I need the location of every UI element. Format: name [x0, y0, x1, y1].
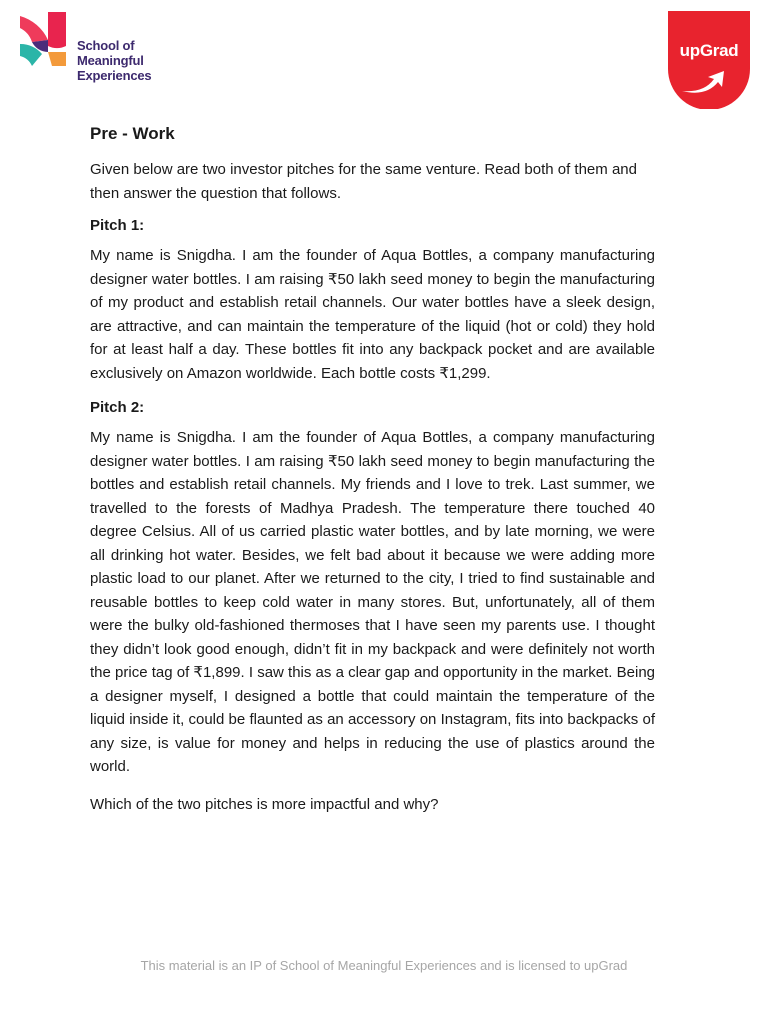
- pitch-2-paragraph: My name is Snigdha. I am the founder of Aqua Bottles, a company manufacturing designer water bottles. I am raising ₹50 lakh seed money to begin manufacturing the bottles and establish retail channels. My friends and I love to trek. Last summer, we travelled to the forests of Madhya Pradesh. The temperature there touched 40 degree Celsius. All of us carried plastic water bottles, and by late morning, we were all drinking hot water. Besides, we felt bad about it because we were adding more plastic load to our planet. After we returned to the city, I tried to find sustainable and reusable bottles to keep cold water in many stores. But, unfortunately, all of them were the bulky old-fashioned thermoses that I have seen my parents use. I thought they didn’t look good enough, didn’t fit in my backpack and were definitely not worth the price tag of ₹1,899. I saw this as a clear gap and opportunity in the market. Being a designer myself, I designed a bottle that could maintain the temperature of the liquid inside it, could be flaunted as an accessory on Instagram, fits into backpacks of any size, is value for money and helps in reducing the use of plastics around the world.: [90, 429, 655, 775]
- sme-logo-line-3: Experiences: [77, 68, 152, 83]
- sme-logo-mark-icon: [18, 12, 70, 68]
- sme-logo-line-1: School of: [77, 38, 135, 53]
- upgrad-logo: [668, 11, 750, 109]
- sme-logo-text: [77, 38, 151, 83]
- pitch-1-paragraph: My name is Snigdha. I am the founder of Aqua Bottles, a company manufacturing designer water bottles. I am raising ₹50 lakh seed money to begin the manufacturing of my product and establish retail channels. Our water bottles have a sleek design, are attractive, and can maintain the temperature of the liquid (hot or cold) they hold for at least half a day. These bottles fit into any backpack pocket and are available exclusively on Amazon worldwide. Each bottle costs ₹1,299.: [90, 247, 655, 382]
- upgrad-logo-text: upGrad: [679, 41, 739, 60]
- footer-license-note: This material is an IP of School of Meaningful Experiences and is licensed to upGrad: [140, 958, 628, 973]
- pitch-1-heading: Pitch 1:: [90, 217, 145, 234]
- page-title: Pre - Work: [90, 124, 175, 143]
- sme-logo: [18, 12, 168, 88]
- question-paragraph: Which of the two pitches is more impactful and why?: [90, 795, 439, 813]
- pitch-2-heading: Pitch 2:: [90, 399, 145, 416]
- sme-logo-line-2: Meaningful: [77, 53, 144, 68]
- intro-paragraph: Given below are two investor pitches for the same venture. Read both of them and then answer the question that follows.: [90, 161, 637, 202]
- document-body: [90, 124, 655, 816]
